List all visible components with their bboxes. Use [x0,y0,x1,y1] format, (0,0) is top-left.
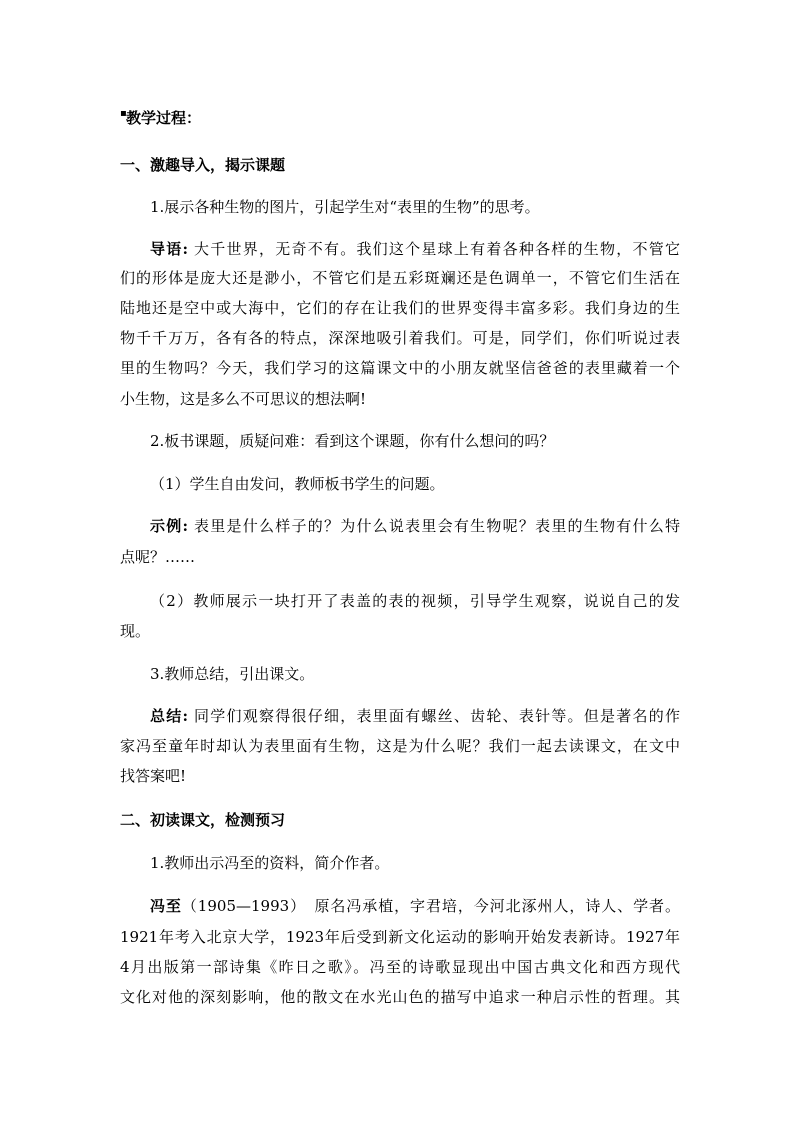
zongjie-line-1 [150,706,680,726]
shili-label: 示例: [150,517,189,535]
fengzhi-line-3: 4月出版第一部诗集《昨日之歌》。冯至的诗歌显现出中国古典文化和西方现代 [120,958,680,976]
daoyu-line-2: 们的形体是庞大还是渺小，不管它们是五彩斑斓还是色调单一，不管它们生活在 [120,269,680,287]
section1-item3: 3.教师总结，引出课文。 [150,665,315,683]
document-title [120,108,680,128]
section1-heading: 一、激趣导入，揭示课题 [120,156,286,174]
shili-line-1 [150,516,680,536]
section1-item2: 2.板书课题，质疑问难：看到这个课题，你有什么想问的吗？ [150,432,555,450]
section1-item1: 1.展示各种生物的图片，引起学生对“表里的生物”的思考。 [150,198,540,216]
daoyu-line-3: 陆地还是空中或大海中，它们的存在让我们的世界变得丰富多彩。我们身边的生 [120,299,680,317]
daoyu-line-6: 小生物，这是多么不可思议的想法啊! [120,390,367,408]
section2-heading: 二、初读课文，检测预习 [120,811,286,829]
fengzhi-line-2: 1921年考入北京大学，1923年后受到新文化运动的影响开始发表新诗。1927年 [120,928,680,946]
daoyu-line-4: 物千千万万，各有各的特点，深深地吸引着我们。可是，同学们，你们听说过表 [120,329,680,347]
daoyu-label: 导语: [150,240,189,258]
section1-item2-sub1: （1）学生自由发问，教师板书学生的问题。 [150,475,445,493]
shili-line-2: 点呢？…… [120,548,196,566]
section1-item2-sub2-line2: 现。 [120,622,151,640]
zongjie-line-2: 家冯至童年时却认为表里面有生物，这是为什么呢？我们一起去读课文，在文中 [120,737,680,755]
daoyu-line-1 [150,239,680,259]
daoyu-line-5: 里的生物吗？今天，我们学习的这篇课文中的小朋友就坚信爸爸的表里藏着一个 [120,359,680,377]
zongjie-text-1: 同学们观察得很仔细，表里面有螺丝、齿轮、表针等。但是著名的作 [188,707,680,725]
bullet-icon: ▪ [120,108,127,119]
daoyu-text-1: 大千世界，无奇不有。我们这个星球上有着各种各样的生物，不管它 [188,240,680,258]
section1-item2-sub2-line1: （2）教师展示一块打开了表盖的表的视频，引导学生观察，说说自己的发 [150,592,680,610]
title-text: 教学过程： [126,109,202,127]
zongjie-line-3: 找答案吧! [120,767,187,785]
fengzhi-line-1 [150,896,680,916]
shili-text-1: 表里是什么样子的？为什么说表里会有生物呢？表里的生物有什么特 [188,517,680,535]
zongjie-label: 总结: [150,707,189,725]
section2-item1: 1.教师出示冯至的资料，简介作者。 [150,854,390,872]
fengzhi-label: 冯至 [150,897,182,915]
fengzhi-text-1: （1905—1993） 原名冯承植，字君培，今河北涿州人，诗人、学者。 [181,897,680,915]
fengzhi-line-4: 文化对他的深刻影响，他的散文在水光山色的描写中追求一种启示性的哲理。其 [120,988,680,1006]
